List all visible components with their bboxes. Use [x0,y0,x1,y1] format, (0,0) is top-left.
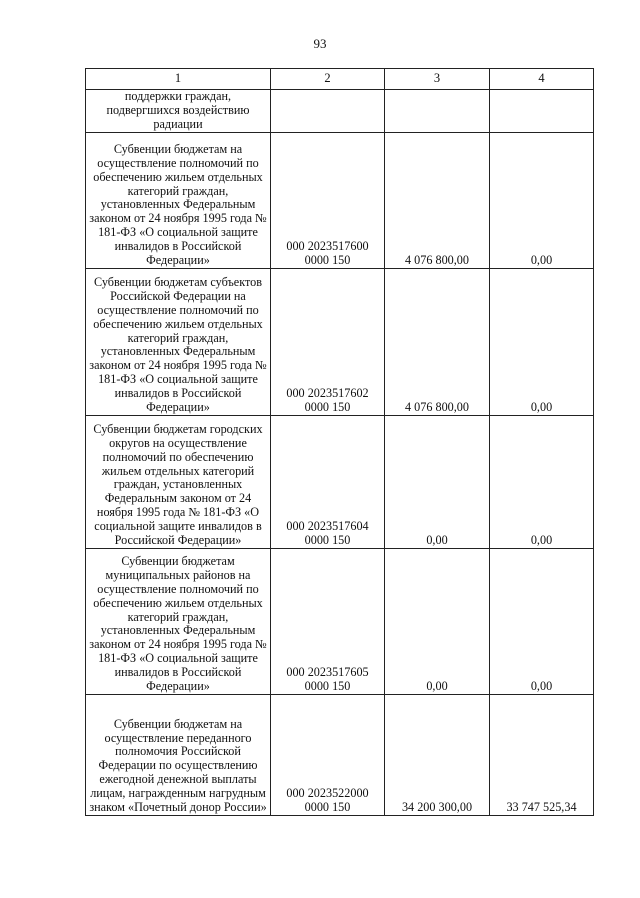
table-row [86,695,594,816]
row-name: Субвенции бюджетам городских округов на осуществление полномочий по обеспечению жильем отдельных категорий граждан, установленных Федеральным законом от 24 ноября 1995 года № 181-ФЗ «О социальной защите инвалидов в Российской Федерации» [86,416,271,549]
row-name: поддержки граждан, подвергшихся воздействию радиации [86,90,271,133]
row-value-col3: 0,00 [385,416,490,549]
row-value-col3: 4 076 800,00 [385,133,490,269]
row-code-line1: 000 2023522000 [286,786,369,801]
row-value-col4: 33 747 525,34 [490,695,594,816]
table-row [86,90,594,133]
table-row [86,133,594,269]
header-row [86,69,594,90]
row-name: Субвенции бюджетам на осуществление переданного полномочия Российской Федерации по осуществлению ежегодной денежной выплаты лицам, награжденным нагрудным знаком «Почетный донор России» [86,695,271,816]
header-col-2: 2 [271,69,385,90]
row-code-line1: 000 2023517604 [286,519,369,534]
row-value-col4: 0,00 [490,416,594,549]
row-code-line1: 000 2023517605 [286,665,369,680]
row-code [271,133,385,269]
row-code [271,695,385,816]
row-value-col3 [385,90,490,133]
row-value-col3: 34 200 300,00 [385,695,490,816]
row-value-col4: 0,00 [490,269,594,416]
table-header [86,69,594,90]
row-code [271,549,385,695]
row-code-line1: 000 2023517602 [286,386,369,401]
row-name: Субвенции бюджетам на осуществление полномочий по обеспечению жильем отдельных категорий граждан, установленных Федеральным законом от 24 ноября 1995 года № 181-ФЗ «О социальной защите инвалидов в Российской Федерации» [86,133,271,269]
table-row [86,269,594,416]
row-value-col4: 0,00 [490,549,594,695]
row-value-col4: 0,00 [490,133,594,269]
header-col-4: 4 [490,69,594,90]
row-code-line2: 0000 150 [304,800,351,815]
row-code-line2: 0000 150 [304,679,351,694]
table-row [86,549,594,695]
row-value-col3: 4 076 800,00 [385,269,490,416]
row-code-line2: 0000 150 [304,400,351,415]
budget-table [85,68,594,816]
row-code [271,416,385,549]
table-body [86,90,594,816]
table-row [86,416,594,549]
page-number: 93 [313,36,327,51]
row-code-line2: 0000 150 [304,253,351,268]
header-col-1: 1 [86,69,271,90]
row-name: Субвенции бюджетам субъектов Российской Федерации на осуществление полномочий по обеспечению жильем отдельных категорий граждан, установленных Федеральным законом от 24 ноября 1995 года № 181-ФЗ «О социальной защите инвалидов в Российской Федерации» [86,269,271,416]
row-value-col4 [490,90,594,133]
row-code [271,90,385,133]
row-name: Субвенции бюджетам муниципальных районов на осуществление полномочий по обеспечению жильем отдельных категорий граждан, установленных Федеральным законом от 24 ноября 1995 года № 181-ФЗ «О социальной защите инвалидов в Российской Федерации» [86,549,271,695]
row-code [271,269,385,416]
row-code-line2: 0000 150 [304,533,351,548]
row-value-col3: 0,00 [385,549,490,695]
header-col-3: 3 [385,69,490,90]
row-code-line1: 000 2023517600 [286,239,369,254]
